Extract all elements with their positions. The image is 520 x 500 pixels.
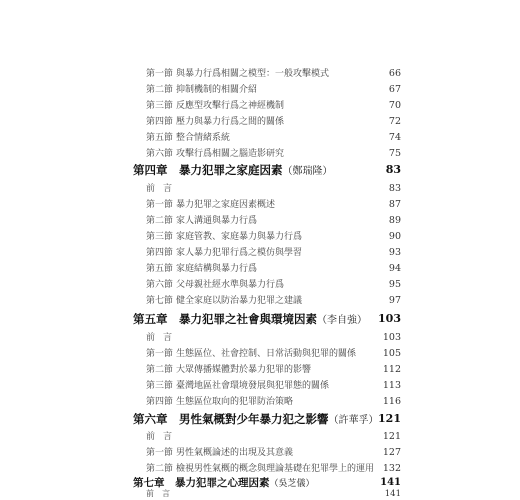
preface-label: 前言 (146, 432, 181, 442)
chapter-page-number: 83 (385, 163, 401, 176)
chapter-page-number: 103 (378, 312, 401, 325)
toc-chapter-row (0, 309, 520, 329)
page-number: 105 (382, 348, 401, 359)
page-number: 103 (382, 332, 401, 343)
toc-chapter-row (0, 160, 520, 180)
page-number: 89 (388, 215, 401, 226)
section-title: 生態區位、社會控制、日常活動與犯罪的關係 (176, 349, 357, 359)
page-number: 132 (382, 463, 401, 474)
page-number: 127 (382, 447, 401, 458)
chapter-author: （李自強） (317, 315, 367, 326)
toc-section-row (0, 82, 520, 98)
toc-section-row (0, 114, 520, 130)
section-number: 第四節 (146, 397, 174, 407)
section-number: 第一節 (146, 69, 174, 79)
chapter-title-text: 第六章 男性氣概對少年暴力犯之影響 (133, 412, 329, 426)
section-title: 與暴力行爲相關之模型：一般攻擊模式 (176, 69, 330, 79)
section-title: 家人暴力犯罪行爲之模仿與學習 (176, 248, 303, 258)
section-number: 第二節 (146, 216, 174, 226)
chapter-author: （鄭瑞隆） (282, 166, 333, 177)
section-number: 第四節 (146, 248, 174, 258)
page-number: 72 (388, 116, 401, 127)
section-number: 第六節 (146, 280, 174, 290)
toc-section-row (0, 293, 520, 309)
chapter-page-number: 121 (378, 412, 401, 425)
page-number: 70 (388, 100, 401, 111)
page-number: 113 (382, 380, 401, 391)
toc-section-row (0, 277, 520, 293)
section-number: 第二節 (146, 464, 174, 474)
toc-section-row (0, 346, 520, 362)
toc-section-row (0, 362, 520, 378)
section-title: 健全家庭以防治暴力犯罪之建議 (176, 296, 303, 306)
preface-label: 前言 (146, 489, 178, 498)
chapter-author: （許華孚） (328, 415, 379, 426)
page-number: 66 (388, 68, 401, 79)
toc-section-row (0, 98, 520, 114)
page-number: 121 (382, 431, 401, 442)
page-number: 97 (388, 295, 401, 306)
toc-section-row (0, 245, 520, 261)
section-title: 攻擊行爲相關之腦造影研究 (176, 149, 285, 159)
page-number: 94 (388, 263, 401, 274)
section-title: 反應型攻擊行爲之神經機制 (176, 101, 285, 111)
chapter-author: （吳芝儀） (269, 479, 315, 489)
section-number: 第五節 (146, 264, 174, 274)
section-number: 第三節 (146, 381, 174, 391)
page-number: 75 (388, 148, 401, 159)
chapter-page-number: 141 (380, 477, 401, 488)
section-title: 父母親社經水準與暴力行爲 (176, 280, 285, 290)
section-title: 大眾傳播媒體對於暴力犯罪的影響 (176, 365, 312, 375)
toc-section-row (0, 130, 520, 146)
section-number: 第一節 (146, 448, 174, 458)
section-number: 第七節 (146, 296, 174, 306)
toc-section-row (0, 445, 520, 461)
section-number: 第二節 (146, 85, 174, 95)
page-number: 67 (388, 84, 401, 95)
page-number: 95 (388, 279, 401, 290)
section-title: 家人溝通與暴力行爲 (176, 216, 258, 226)
section-title: 檢視男性氣概的概念與理論基礎在犯罪學上的運用 (176, 464, 375, 474)
section-number: 第一節 (146, 349, 174, 359)
toc-section-row (0, 461, 520, 477)
section-number: 第三節 (146, 101, 174, 111)
section-number: 第五節 (146, 133, 174, 143)
chapter-title-text: 第七章 暴力犯罪之心理因素 (133, 477, 270, 489)
toc-section-row (0, 213, 520, 229)
toc-chapter-row (0, 409, 520, 429)
page-number: 141 (384, 489, 401, 499)
chapter-title (133, 309, 367, 331)
preface-label: 前言 (146, 184, 181, 194)
section-number: 第三節 (146, 232, 174, 242)
page-number: 83 (388, 183, 401, 194)
section-number: 第四節 (146, 117, 174, 127)
section-number: 第一節 (146, 200, 174, 210)
toc-preface-row (0, 488, 520, 500)
page-number: 93 (388, 247, 401, 258)
section-title: 暴力犯罪之家庭因素概述 (176, 200, 276, 210)
page-number: 112 (382, 364, 401, 375)
toc-preface-row (0, 429, 520, 445)
section-number: 第二節 (146, 365, 174, 375)
section-title: 抑制機制的相關介紹 (176, 85, 258, 95)
section-title: 男性氣概論述的出現及其意義 (176, 448, 294, 458)
page-number: 87 (388, 199, 401, 210)
chapter-title (133, 160, 333, 182)
toc-section-row (0, 394, 520, 410)
section-title: 家庭管教、家庭暴力與暴力行爲 (176, 232, 303, 242)
chapter-title-text: 第四章 暴力犯罪之家庭因素 (133, 163, 283, 177)
toc-preface-row (0, 181, 520, 197)
chapter-title (133, 409, 379, 431)
chapter-title-text: 第五章 暴力犯罪之社會與環境因素 (133, 312, 317, 326)
section-title: 整合情緒系統 (176, 133, 231, 143)
section-title: 家庭結構與暴力行爲 (176, 264, 258, 274)
section-title: 臺灣地區社會環境發展與犯罪態的關係 (176, 381, 330, 391)
page-number: 116 (382, 396, 401, 407)
preface-label: 前言 (146, 333, 181, 343)
toc-preface-row (0, 330, 520, 346)
section-title: 生態區位取向的犯罪防治策略 (176, 397, 294, 407)
toc-section-row (0, 261, 520, 277)
section-title: 壓力與暴力行爲之間的關係 (176, 117, 285, 127)
toc-section-row (0, 66, 520, 82)
page-number: 74 (388, 132, 401, 143)
toc-section-row (0, 197, 520, 213)
section-number: 第六節 (146, 149, 174, 159)
page-number: 90 (388, 231, 401, 242)
toc-section-row (0, 378, 520, 394)
toc-section-row (0, 229, 520, 245)
